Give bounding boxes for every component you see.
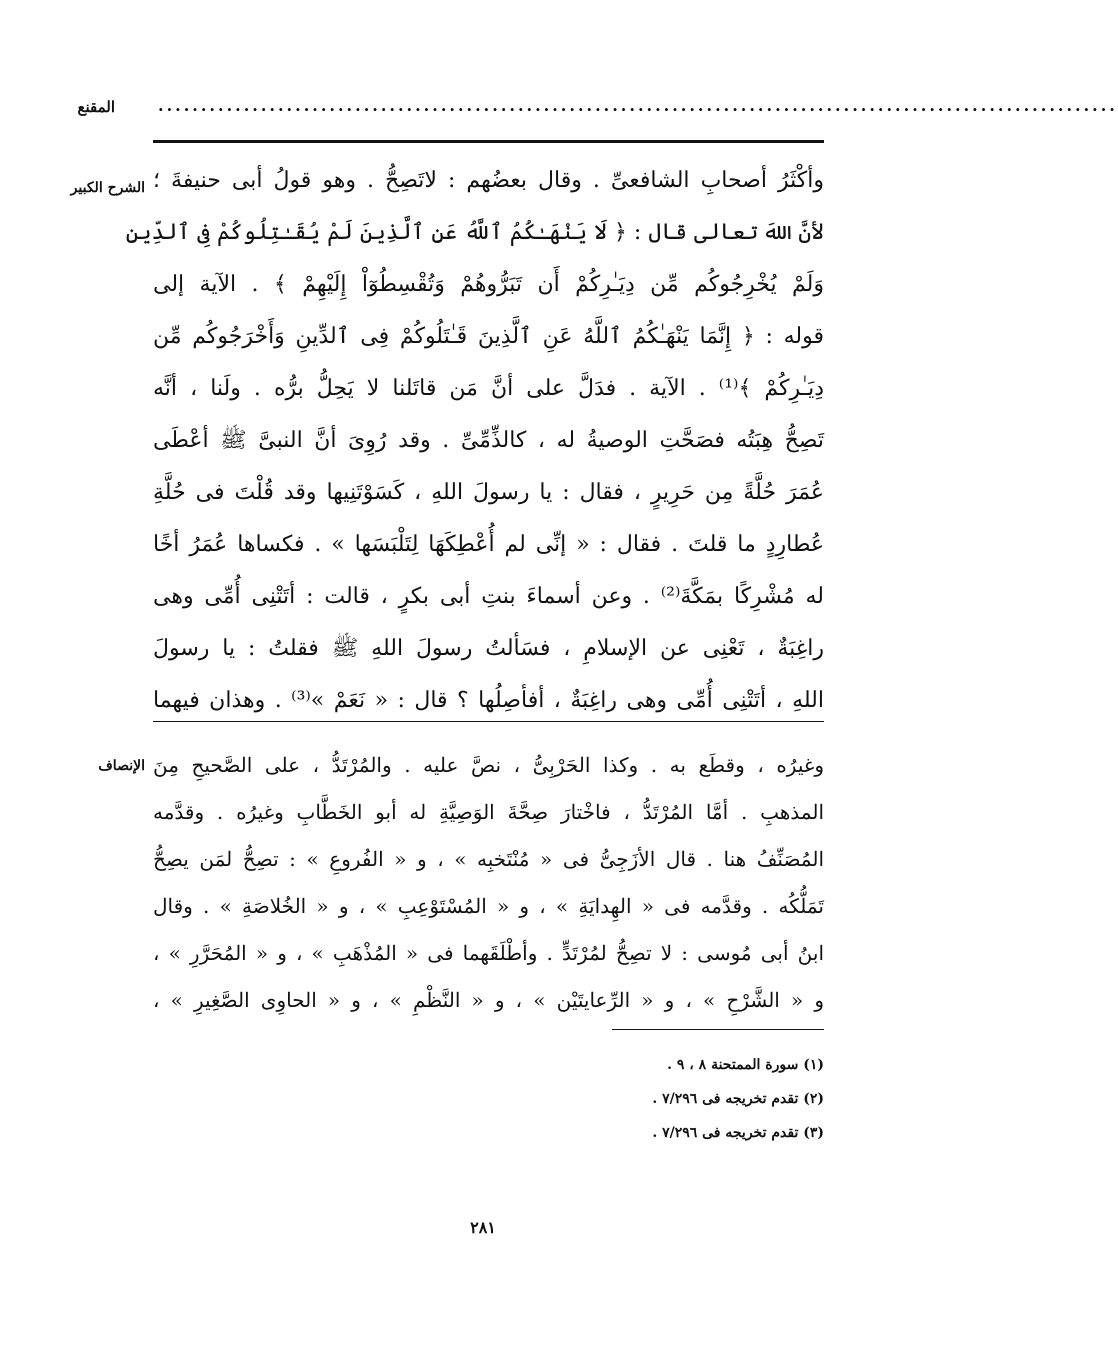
footnote-1: (١) سورة الممتحنة ٨ ، ٩ . <box>667 1057 824 1073</box>
footnote-2: (٢) تقدم تخريجه فى ٧/٢٩٦ . <box>652 1091 824 1107</box>
insaf-text-block <box>153 742 824 1024</box>
sharh-line: تَصِحُّ هِبَتُه فصَحَّتِ الوصيةُ له ، كالذِّمِّىِّ . وقد رُوِىَ أنَّ النبىَّ ﷺ أعْطَى <box>153 428 824 453</box>
sharh-line: عُمَرَ حُلَّةً مِن حَرِيرٍ ، فقال : يا رسولَ اللهِ ، كَسَوْتَنِيها وقد قُلْتَ فى حُلَّةِ <box>153 480 824 505</box>
sharh-line: راغِبَةٌ ، تَعْنِى عن الإسلامِ ، فسَألتُ رسولَ اللهِ ﷺ فقلتُ : يا رسولَ <box>153 636 824 661</box>
header-rule <box>153 140 824 143</box>
footnote-3: (٣) تقدم تخريجه فى ٧/٢٩٦ . <box>652 1125 824 1141</box>
sharh-line: اللهِ ، أتَتْنِى أُمِّى وهى راغِبَةٌ ، أفأصِلُها ؟ قال : « نَعَمْ »⁽³⁾ . وهذان فيهما <box>153 688 824 713</box>
sharh-line: عُطارِدٍ ما قلتَ . فقال : « إنِّى لم أُعْطِكَهَا لِتَلْبَسَها » . فكساها عُمَرُ أخًا <box>153 532 824 557</box>
header-dot-leader: ................................................................................................................ <box>158 96 1118 115</box>
sharh-line: وَلَمْ يُخْرِجُوكُم مِّن دِيَـٰرِكُمْ أَن تَبَرُّوهُمْ وَتُقْسِطُوٓاْ إِلَيْهِمْ ﴾ . الآية إلى <box>153 272 824 297</box>
sharh-line: له مُشْرِكًا بمَكَّةَ⁽²⁾ . وعن أسماءَ بنتِ أبى بكرٍ ، قالت : أتَتْنِى أُمِّى وهى <box>153 584 824 609</box>
insaf-line: و « الشَّرْحِ » ، و « الرِّعايتَيْن » ، و « النَّظْمِ » ، و « الحاوِى الصَّغِيرِ » ، <box>153 988 824 1012</box>
insaf-line: المُصَنِّفُ هنا . قال الأزَجِىُّ فى « مُنْتَخبِه » ، و « الفُروعِ » : تصِحُّ لمَن يصِحُّ <box>153 847 824 871</box>
side-label-insaf: الإنصاف <box>98 758 145 774</box>
section-divider <box>153 721 824 722</box>
footnotes <box>424 1048 824 1150</box>
sharh-line: دِيَـٰرِكُمْ ﴾⁽¹⁾ . الآية . فدَلَّ على أنَّ مَن قاتَلنا لا يَحِلُّ برُّه . ولَنا ، أنَّه <box>153 376 824 401</box>
sharh-line: لأنَّ اللهَ تعالى قال : ﴿ لَا يَنْهَـٰكُمُ ٱللَّهُ عَنِ ٱلَّذِينَ لَمْ يُقَـٰتِلُوكُمْ فِى ٱلدِّينِ <box>125 220 824 245</box>
footnote-rule <box>612 1029 824 1030</box>
insaf-line: المذهبِ . أمَّا المُرْتَدُّ ، فاخْتارَ صِحَّةَ الوَصِيَّةِ له أبو الخَطَّابِ وغيرُه . وقدَّمه <box>153 800 824 824</box>
sharh-line: وأكْثَرُ أصحابِ الشافعىِّ . وقال بعضُهم : لاتَصِحُّ . وهو قولُ أبى حنيفةَ ؛ <box>153 168 824 193</box>
sharh-text-block <box>125 155 824 727</box>
sharh-line: قوله : ﴿ إِنَّمَا يَنْهَـٰكُمُ ٱللَّهُ عَنِ ٱلَّذِينَ قَـٰتَلُوكُمْ فِى ٱلدِّينِ وَأَخْرَجُوكُم مِّن <box>153 324 824 349</box>
book-title: المقنع <box>77 98 115 116</box>
insaf-line: ابنُ أبى مُوسى : لا تصِحُّ لمُرْتَدٍّ . وأطْلَقَهما فى « المُذْهَبِ » ، و « المُحَرَّرِ » ، <box>153 941 824 965</box>
insaf-line: وغيرُه ، وقطَع به . وكذا الحَرْبِىُّ ، نصَّ عليه . والمُرْتَدُّ ، على الصَّحيحِ مِنَ <box>153 753 824 777</box>
side-label-sharh: الشرح الكبير <box>70 180 145 196</box>
insaf-line: تَمَلُّكُه . وقدَّمه فى « الهِدايَةِ » ، و « المُسْتَوْعِبِ » ، و « الخُلاصَةِ » . وقال <box>153 894 824 918</box>
page-number: ٢٨١ <box>470 1218 496 1237</box>
